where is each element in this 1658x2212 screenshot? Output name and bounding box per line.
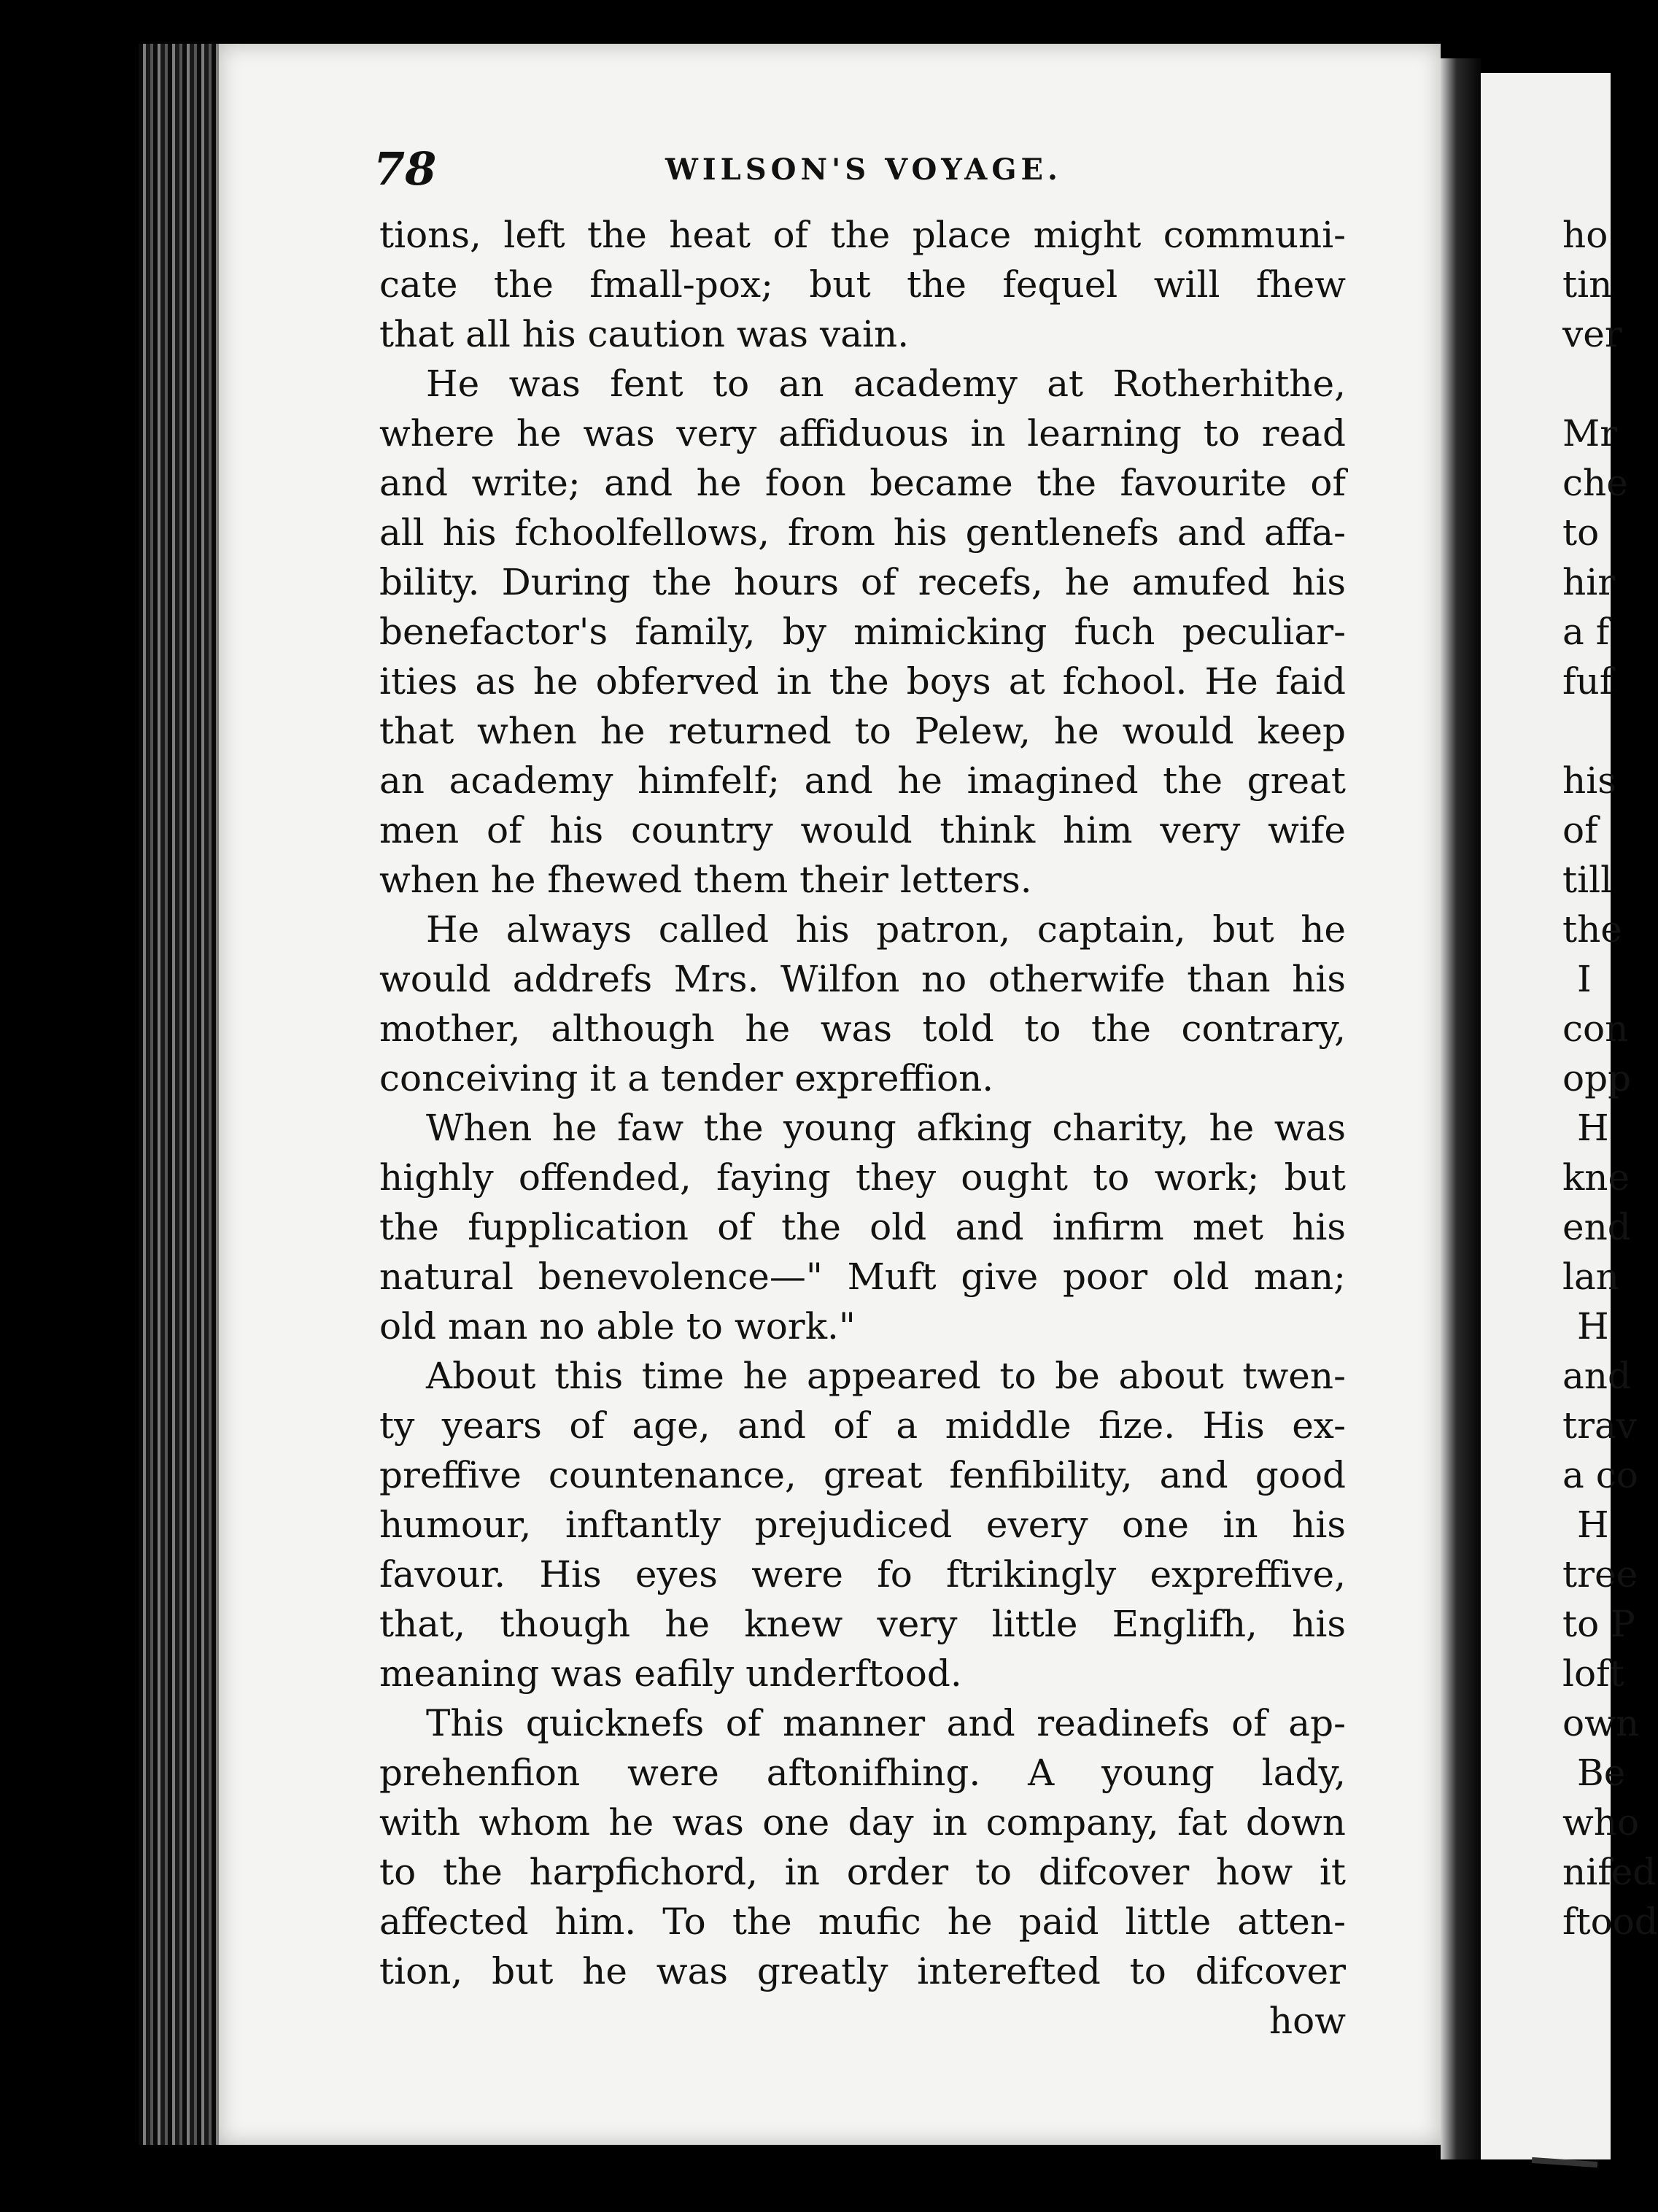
text-line: He was fent to an academy at Rotherhithe, bbox=[426, 363, 1346, 405]
text-line: to the harpfichord, in order to difcover how it bbox=[379, 1851, 1346, 1893]
text-line: About this time he appeared to be about twen- bbox=[426, 1355, 1346, 1397]
text-line: He always called his patron, captain, but he bbox=[426, 908, 1346, 951]
text-line: favour. His eyes were fo ftrikingly expreffive, bbox=[379, 1553, 1346, 1596]
facing-line: kne bbox=[1562, 1156, 1630, 1199]
text-line: with whom he was one day in company, fat down bbox=[379, 1801, 1346, 1844]
page-number: 78 bbox=[373, 142, 437, 196]
text-line: humour, inftantly prejudiced every one in his bbox=[379, 1504, 1346, 1546]
facing-line: I bbox=[1577, 958, 1592, 1000]
facing-line: H bbox=[1577, 1107, 1609, 1149]
facing-line: che bbox=[1562, 462, 1628, 504]
text-line: highly offended, faying they ought to work; but bbox=[379, 1156, 1346, 1199]
facing-line: Mr bbox=[1562, 412, 1618, 455]
text-line: bility. During the hours of recefs, he amufed his bbox=[379, 561, 1346, 603]
text-line: natural benevolence—" Muft give poor old man; bbox=[379, 1256, 1346, 1298]
facing-line: nifed bbox=[1562, 1851, 1657, 1893]
text-line: would addrefs Mrs. Wilfon no otherwife than his bbox=[379, 958, 1346, 1000]
book-binding bbox=[139, 44, 226, 2145]
text-line: that, though he knew very little Englifh, his bbox=[379, 1603, 1346, 1645]
text-line: all his fchoolfellows, from his gentlenefs and affa- bbox=[379, 511, 1346, 554]
facing-line: lan bbox=[1562, 1256, 1620, 1298]
text-line: mother, although he was told to the contrary, bbox=[379, 1008, 1346, 1050]
text-line: that when he returned to Pelew, he would keep bbox=[379, 710, 1346, 752]
text-line: an academy himfelf; and he imagined the great bbox=[379, 759, 1346, 802]
facing-line: trav bbox=[1562, 1404, 1638, 1447]
body-text bbox=[379, 210, 1346, 2046]
text-line: men of his country would think him very wife bbox=[379, 809, 1346, 851]
facing-line: ftood bbox=[1562, 1900, 1658, 1943]
facing-line: H bbox=[1577, 1305, 1609, 1347]
text-line: meaning was eafily underftood. bbox=[379, 1652, 962, 1695]
facing-line: H bbox=[1577, 1504, 1609, 1546]
facing-line: end bbox=[1562, 1206, 1631, 1248]
facing-line: ver bbox=[1562, 313, 1622, 355]
text-line: cate the fmall-pox; but the fequel will fhew bbox=[379, 263, 1346, 306]
text-line: prehenfion were aftonifhing. A young lady, bbox=[379, 1752, 1346, 1794]
text-line: conceiving it a tender expreffion. bbox=[379, 1057, 994, 1099]
facing-line: who bbox=[1562, 1801, 1640, 1844]
text-line: that all his caution was vain. bbox=[379, 313, 910, 355]
facing-line: own bbox=[1562, 1702, 1640, 1744]
text-line: benefactor's family, by mimicking fuch peculiar- bbox=[379, 611, 1346, 653]
running-title: WILSON'S VOYAGE. bbox=[665, 152, 1062, 187]
text-line: and write; and he foon became the favourite of bbox=[379, 462, 1346, 504]
text-line: the fupplication of the old and infirm met his bbox=[379, 1206, 1346, 1248]
facing-line: con bbox=[1562, 1008, 1629, 1050]
facing-line: a f bbox=[1562, 611, 1610, 653]
text-line: ities as he obferved in the boys at fchool. He faid bbox=[379, 660, 1346, 703]
text-line: tion, but he was greatly interefted to difcover bbox=[379, 1950, 1346, 1992]
text-line: preffive countenance, great fenfibility, and good bbox=[379, 1454, 1346, 1496]
running-head bbox=[373, 142, 1351, 208]
facing-line: Be bbox=[1577, 1752, 1626, 1794]
facing-line: till bbox=[1562, 859, 1613, 901]
facing-line: a co bbox=[1562, 1454, 1638, 1496]
facing-page-text bbox=[1562, 210, 1658, 1946]
catchword: how bbox=[1268, 2000, 1346, 2042]
text-line: when he fhewed them their letters. bbox=[379, 859, 1032, 901]
facing-line: to bbox=[1562, 511, 1600, 554]
facing-line bbox=[1562, 706, 1611, 756]
facing-line: loft bbox=[1562, 1652, 1624, 1695]
text-line: This quicknefs of manner and readinefs of ap- bbox=[426, 1702, 1346, 1744]
facing-line: tree bbox=[1562, 1553, 1638, 1596]
facing-line: fuf bbox=[1562, 660, 1614, 703]
text-line: where he was very affiduous in learning to read bbox=[379, 412, 1346, 455]
facing-line: the bbox=[1562, 908, 1622, 951]
facing-line: ho bbox=[1562, 214, 1608, 256]
facing-line: his bbox=[1562, 759, 1616, 802]
facing-line bbox=[1562, 359, 1611, 409]
facing-line: hir bbox=[1562, 561, 1616, 603]
text-line: When he faw the young afking charity, he was bbox=[426, 1107, 1346, 1149]
spine-shadow bbox=[1441, 58, 1481, 2159]
facing-line: opp bbox=[1562, 1057, 1632, 1099]
text-line: old man no able to work." bbox=[379, 1305, 856, 1347]
text-line: ty years of age, and of a middle fize. His ex- bbox=[379, 1404, 1346, 1447]
facing-line: and bbox=[1562, 1355, 1632, 1397]
facing-line: to P bbox=[1562, 1603, 1635, 1645]
facing-line: of bbox=[1562, 809, 1598, 851]
text-line: tions, left the heat of the place might communi- bbox=[379, 214, 1346, 256]
text-line: affected him. To the mufic he paid little atten- bbox=[379, 1900, 1346, 1943]
facing-line: tin bbox=[1562, 263, 1613, 306]
